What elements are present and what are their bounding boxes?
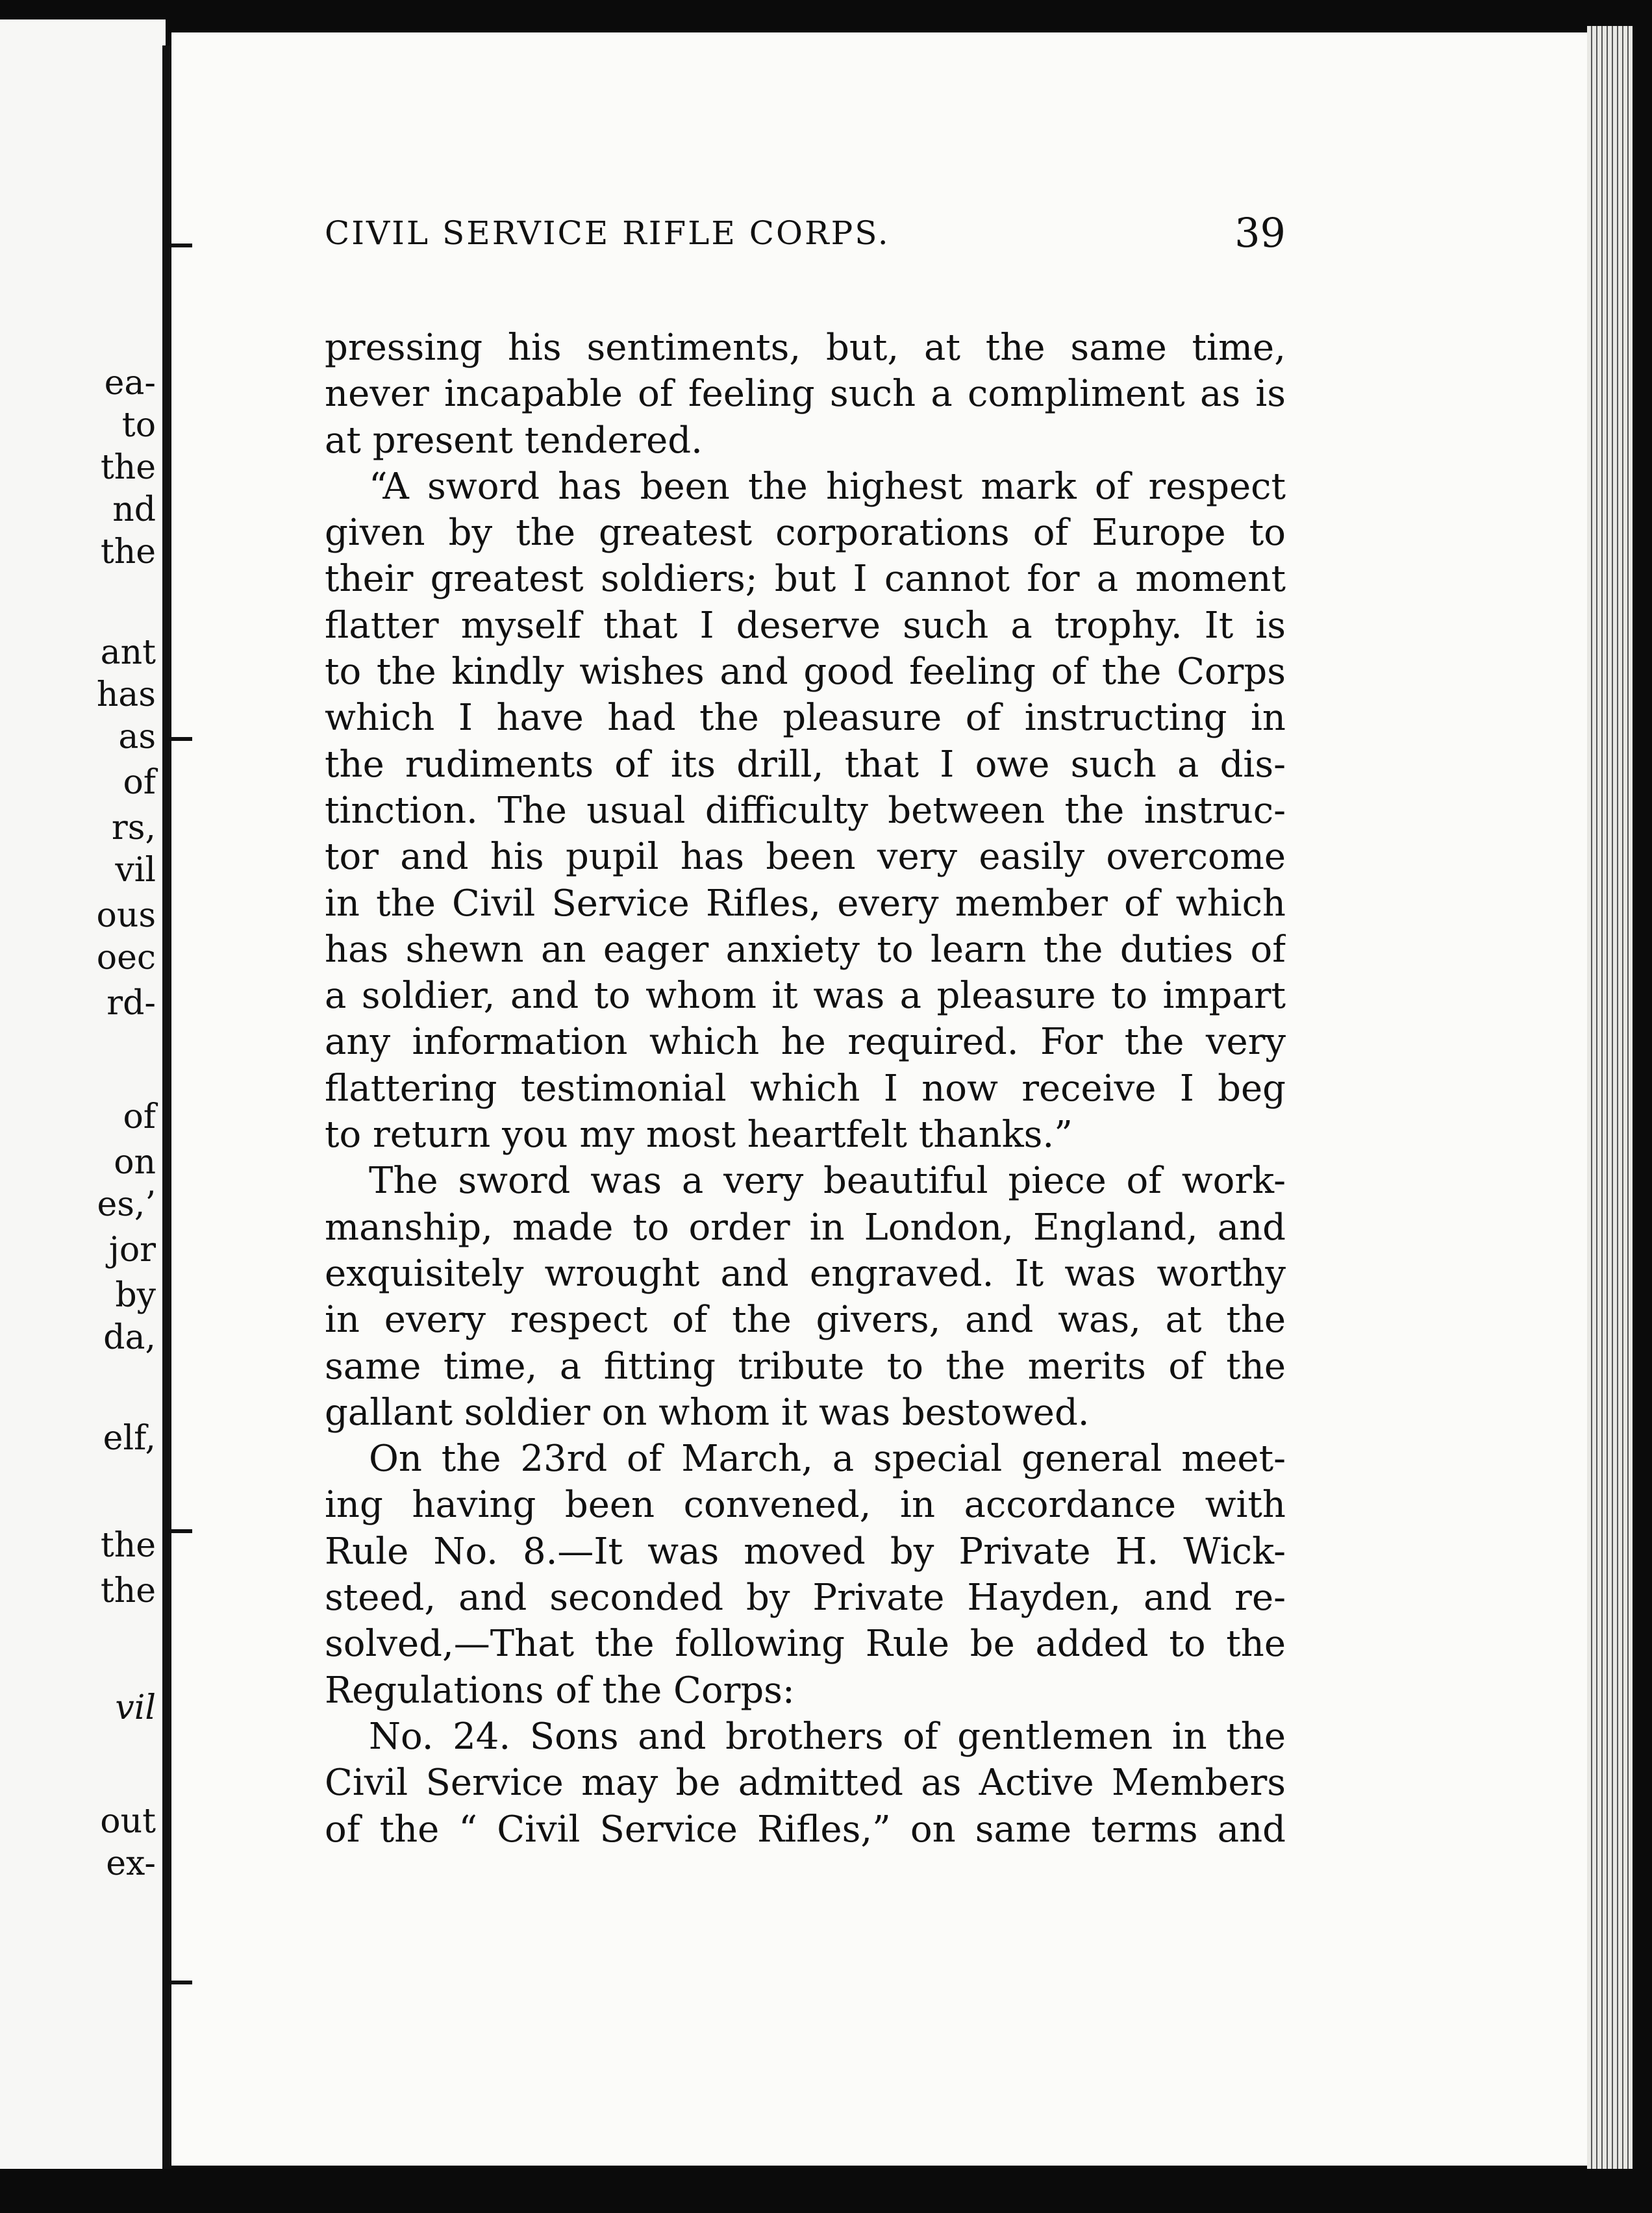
page-number: 39	[1234, 209, 1286, 256]
gutter-mark	[166, 737, 192, 741]
text-line: ing having been convened, in accordance with	[325, 1484, 1286, 1527]
left-page-fragment: on	[114, 1143, 156, 1182]
left-page-fragment: ex-	[106, 1844, 156, 1883]
left-page-fragment: elf,	[103, 1419, 156, 1458]
gutter-mark	[166, 244, 192, 247]
left-page-fragment: the	[100, 1526, 156, 1565]
text-line: exquisitely wrought and engraved. It was worthy	[325, 1252, 1286, 1295]
text-line: solved,—That the following Rule be added to the	[325, 1623, 1286, 1666]
left-page-fragment: as	[118, 718, 156, 756]
page-edges	[1587, 26, 1633, 2169]
text-line: flattering testimonial which I now receive I beg	[325, 1067, 1286, 1110]
left-page-fragment: da,	[103, 1318, 156, 1357]
text-line: flatter myself that I deserve such a trophy. It is	[325, 604, 1286, 647]
text-line: Civil Service may be admitted as Active Members	[325, 1762, 1286, 1805]
text-line: Rule No. 8.—It was moved by Private H. Wick-	[325, 1530, 1286, 1573]
left-page-fragment: oec	[96, 938, 156, 977]
left-page-fragment: the	[100, 1571, 156, 1610]
text-line: to the kindly wishes and good feeling of the Corps	[325, 651, 1286, 694]
page-header	[325, 209, 1286, 273]
text-line: gallant soldier on whom it was bestowed.	[325, 1391, 1090, 1434]
text-line: a soldier, and to whom it was a pleasure to impart	[325, 975, 1286, 1018]
text-line: The sword was a very beautiful piece of work-	[369, 1160, 1286, 1203]
text-line: same time, a fitting tribute to the merits of the	[325, 1345, 1286, 1388]
text-line: No. 24. Sons and brothers of gentlemen in the	[369, 1715, 1286, 1758]
left-page-fragment: es,’	[97, 1185, 156, 1224]
left-page-fragment: nd	[112, 490, 156, 529]
text-line: tinction. The usual difficulty between the instruc-	[325, 789, 1286, 832]
left-page-fragment: by	[115, 1276, 156, 1315]
running-head: CIVIL SERVICE RIFLE CORPS.	[325, 214, 890, 252]
left-page-fragment: ous	[96, 896, 156, 935]
body-text	[325, 325, 1286, 1853]
text-line: any information which he required. For the very	[325, 1021, 1286, 1064]
text-line: the rudiments of its drill, that I owe such a dis-	[325, 743, 1286, 786]
text-line: given by the greatest corporations of Europe to	[325, 512, 1286, 555]
text-line: of the “ Civil Service Rifles,” on same terms and	[325, 1808, 1286, 1851]
text-line: steed, and seconded by Private Hayden, and re-	[325, 1577, 1286, 1619]
text-line: manship, made to order in London, England, and	[325, 1206, 1286, 1249]
text-line: at present tendered.	[325, 419, 703, 462]
left-page-fragment: the	[100, 448, 156, 487]
left-page-fragment: ea-	[104, 364, 156, 403]
text-line: “A sword has been the highest mark of respect	[369, 465, 1286, 508]
binding-gutter	[162, 45, 171, 2169]
text-line: in the Civil Service Rifles, every member of which	[325, 882, 1286, 925]
left-page-fragment: rs,	[111, 808, 156, 847]
left-page-fragment: of	[123, 763, 156, 802]
text-line: On the 23rd of March, a special general meet-	[369, 1438, 1286, 1481]
text-line: in every respect of the givers, and was, at the	[325, 1299, 1286, 1342]
text-line: to return you my most heartfelt thanks.”	[325, 1114, 1073, 1157]
left-page-fragment: out	[100, 1802, 156, 1841]
gutter-mark	[166, 1529, 192, 1533]
left-page-fragment: the	[100, 532, 156, 571]
text-line: their greatest soldiers; but I cannot for a moment	[325, 558, 1286, 601]
left-page-fragment: of	[123, 1097, 156, 1136]
text-line: Regulations of the Corps:	[325, 1669, 795, 1712]
left-page-fragment: jor	[108, 1231, 156, 1269]
left-page-fragment: has	[96, 675, 156, 714]
gutter-mark	[166, 1981, 192, 1984]
text-line: pressing his sentiments, but, at the same time,	[325, 327, 1286, 369]
text-line: tor and his pupil has been very easily overcome	[325, 836, 1286, 879]
left-page-fragment: to	[121, 406, 156, 445]
left-page-fragment: rd-	[106, 984, 156, 1023]
left-page-fragment: vil	[115, 1688, 156, 1727]
left-page-fragment: ant	[100, 633, 156, 672]
text-line: which I have had the pleasure of instructing in	[325, 697, 1286, 740]
text-line: never incapable of feeling such a compliment as is	[325, 373, 1286, 416]
left-page-fragment: vil	[115, 851, 156, 890]
text-line: has shewn an eager anxiety to learn the duties of	[325, 928, 1286, 971]
